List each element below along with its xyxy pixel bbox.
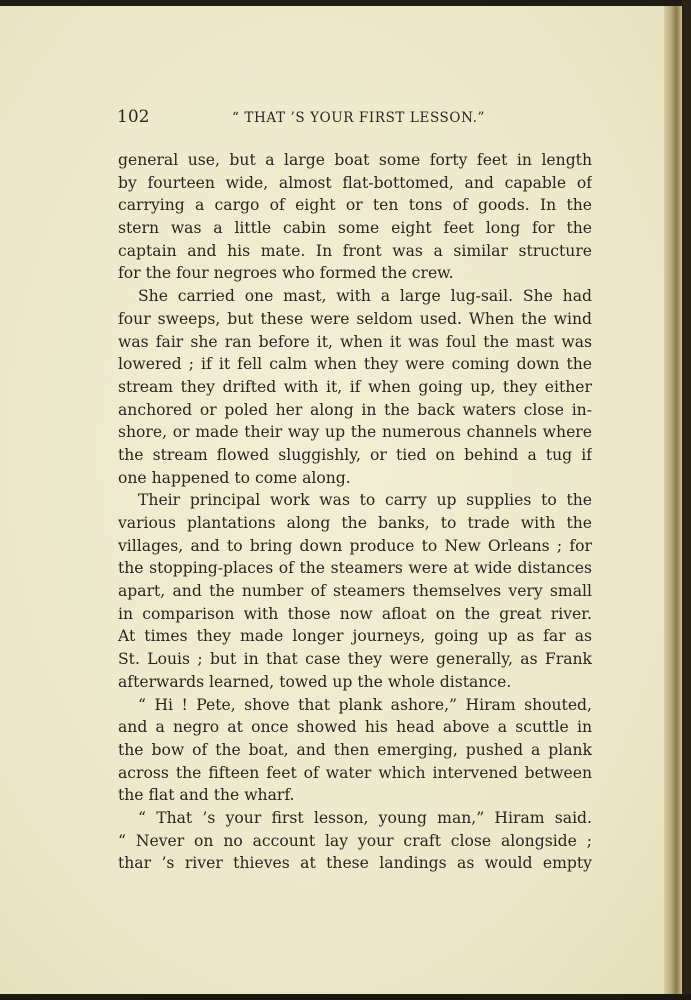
page-header — [117, 107, 597, 133]
text-line: apart, and the number of steamers themselves very small — [118, 582, 592, 601]
text-line: one happened to come along. — [118, 468, 351, 487]
text-line: “ That ’s your first lesson, young man,” Hiram said. — [138, 808, 592, 827]
text-line: thar ’s river thieves at these landings as would empty — [118, 854, 592, 873]
text-line: afterwards learned, towed up the whole distance. — [118, 672, 512, 691]
scan-border-right — [682, 0, 691, 1000]
text-line: various plantations along the banks, to trade with the — [118, 514, 592, 532]
running-head: “ THAT ’S YOUR FIRST LESSON.” — [232, 110, 486, 126]
text-line: the flat and the wharf. — [118, 786, 295, 805]
text-line: for the four negroes who formed the crew. — [118, 264, 454, 283]
page-edge — [664, 6, 682, 994]
page-number: 102 — [117, 107, 150, 127]
text-line: stern was a little cabin some eight feet long for the — [118, 219, 592, 238]
text-line: shore, or made their way up the numerous channels where — [118, 423, 592, 442]
text-line: captain and his mate. In front was a similar structure — [118, 241, 592, 260]
text-line: general use, but a large boat some forty feet in length — [118, 151, 592, 169]
text-line: She carried one mast, with a large lug-sail. She had — [138, 287, 592, 306]
text-line: the stopping-places of the steamers were at wide distances — [118, 559, 592, 578]
text-line: four sweeps, but these were seldom used. When the wind — [118, 309, 592, 328]
text-line: lowered ; if it fell calm when they were coming down the — [118, 355, 592, 374]
text-line: At times they made longer journeys, going up as far as — [118, 627, 592, 646]
text-line: the stream flowed sluggishly, or tied on behind a tug if — [118, 445, 592, 464]
body-text — [118, 149, 592, 875]
text-line: St. Louis ; but in that case they were generally, as Frank — [118, 650, 592, 669]
text-line: “ Never on no account lay your craft close alongside ; — [118, 831, 592, 850]
text-line: and a negro at once showed his head above a scuttle in — [118, 718, 592, 737]
text-line: “ Hi ! Pete, shove that plank ashore,” Hiram shouted, — [138, 695, 592, 714]
text-line: across the fifteen feet of water which intervened between — [118, 763, 592, 782]
text-line: stream they drifted with it, if when going up, they either — [118, 377, 592, 396]
text-line: villages, and to bring down produce to New Orleans ; for — [118, 536, 592, 555]
text-line: carrying a cargo of eight or ten tons of goods. In the — [118, 196, 592, 215]
scan-border-bottom — [0, 994, 691, 1000]
text-line: by fourteen wide, almost flat-bottomed, and capable of — [118, 173, 592, 192]
text-line: in comparison with those now afloat on the great river. — [118, 604, 592, 623]
text-line: was fair she ran before it, when it was foul the mast was — [118, 332, 592, 351]
text-line: Their principal work was to carry up supplies to the — [138, 491, 592, 510]
text-line: the bow of the boat, and then emerging, pushed a plank — [118, 740, 592, 759]
text-line: anchored or poled her along in the back waters close in- — [118, 400, 592, 419]
